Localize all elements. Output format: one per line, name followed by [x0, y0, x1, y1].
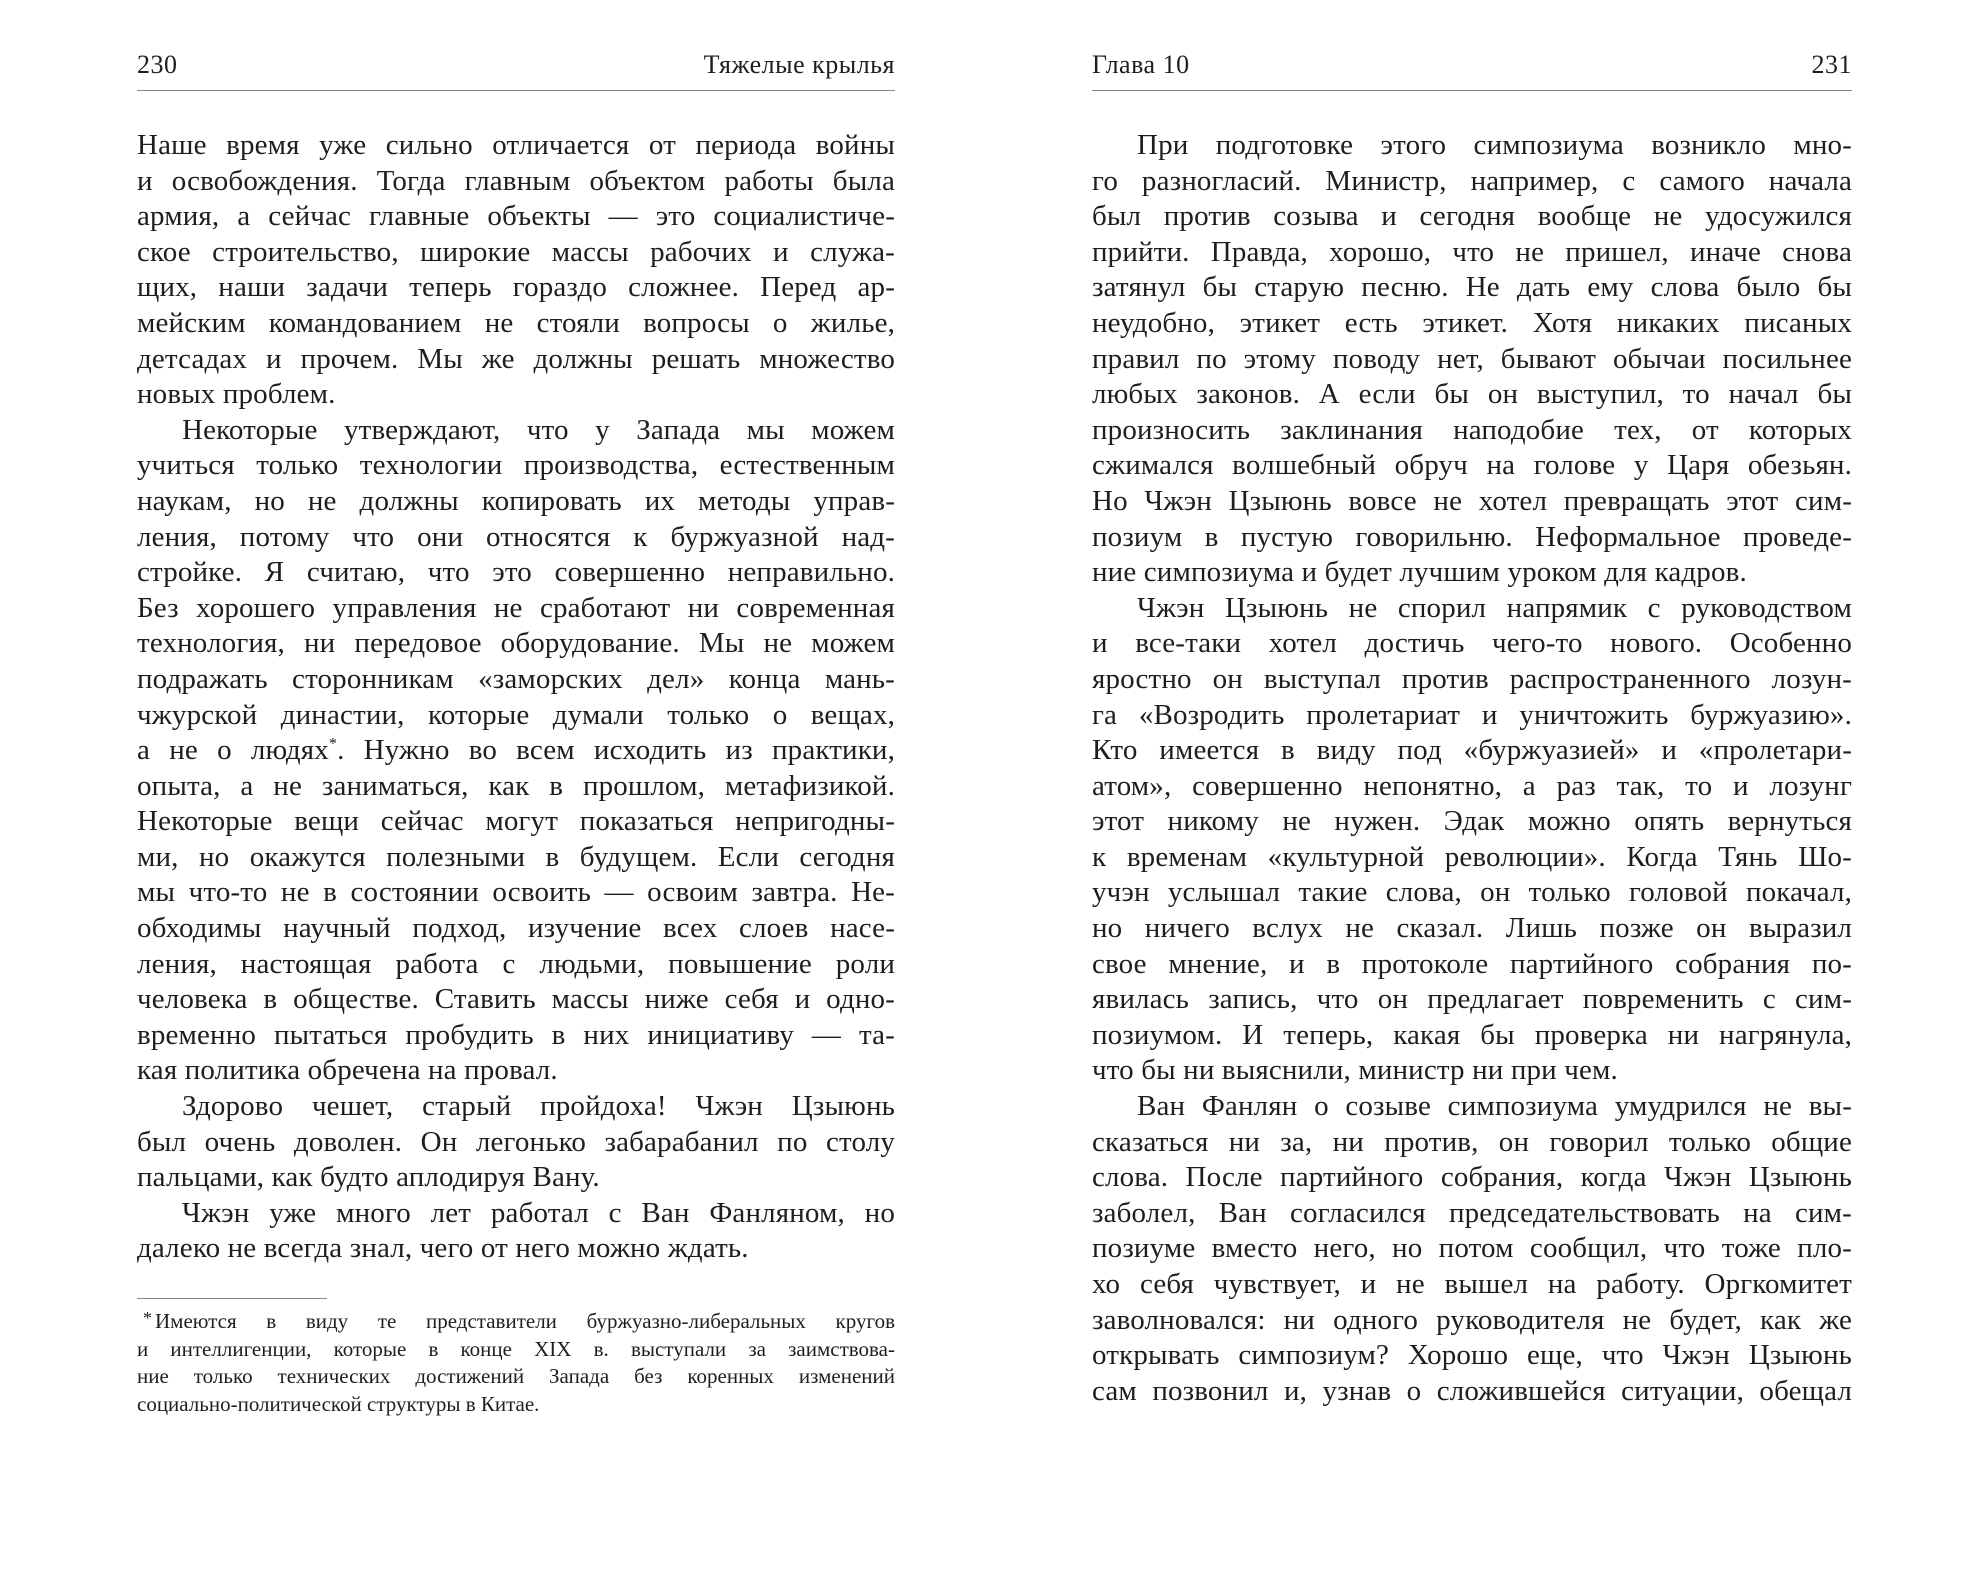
- text-line: чжурской династии, которые думали только о вещах,: [137, 698, 895, 731]
- text-line: явилась запись, что он предлагает повременить с сим-: [1092, 983, 1852, 1016]
- right-running-head: [1092, 50, 1852, 90]
- text-line: учэн услышал такие слова, он только головой покачал,: [1092, 876, 1852, 909]
- text-line: сжимался волшебный обруч на голове у Царя обезьян.: [1092, 449, 1852, 482]
- text-line: заболел, Ван согласился председательствовать на сим-: [1092, 1196, 1852, 1229]
- text-line: этот никому не нужен. Эдак можно опять вернуться: [1092, 805, 1852, 838]
- right-body-text: [1092, 128, 1852, 1409]
- text-line: и освобождения. Тогда главным объектом работы была: [137, 164, 895, 197]
- text-line: стройке. Я считаю, что это совершенно неправильно.: [137, 556, 895, 589]
- footnote-line: и интеллигенции, которые в конце XIX в. выступали за заимствова-: [137, 1336, 895, 1361]
- text-line: затянул бы старую песню. Не дать ему слова было бы: [1092, 271, 1852, 304]
- text-line: При подготовке этого симпозиума возникло мно-: [1137, 129, 1852, 161]
- left-running-head: [137, 50, 895, 90]
- line-start: а не о людях: [137, 734, 329, 767]
- text-line: пальцами, как будто аплодируя Вану.: [137, 1161, 600, 1194]
- text-line: Но Чжэн Цзыюнь вовсе не хотел превращать этот сим-: [1092, 484, 1852, 517]
- text-line: мы что-то не в состоянии освоить — освоим завтра. Не-: [137, 876, 895, 909]
- text-line: позиуме вместо него, но потом сообщил, что тоже пло-: [1092, 1232, 1852, 1265]
- text-line: детсадах и прочем. Мы же должны решать множество: [137, 342, 895, 375]
- footnote-line: социально-политической структуры в Китае.: [137, 1391, 540, 1416]
- text-line: сам позвонил и, узнав о сложившейся ситуации, обещал: [1092, 1374, 1852, 1407]
- text-line: к временам «культурной революции». Когда Тянь Шо-: [1092, 840, 1852, 873]
- footnote: [137, 1308, 895, 1418]
- text-line: Чжэн уже много лет работал с Ван Фанляном, но: [182, 1196, 895, 1229]
- text-line: и все-таки хотел достичь чего-то нового. Особенно: [1092, 627, 1852, 660]
- text-line: заволновался: ни одного руководителя не будет, как же: [1092, 1303, 1852, 1336]
- text-line: что бы ни выяснили, министр ни при чем.: [1092, 1054, 1618, 1087]
- footnote-rule: [137, 1298, 327, 1299]
- text-line: прийти. Правда, хорошо, что не пришел, иначе снова: [1092, 235, 1852, 268]
- line-end: . Нужно во всем исходить из практики,: [337, 734, 896, 767]
- footnote-line: Имеются в виду те представители буржуазно-либеральных кругов: [155, 1309, 895, 1333]
- right-header-rule: [1092, 90, 1852, 91]
- text-line: произносить заклинания наподобие тех, от которых: [1092, 413, 1852, 446]
- text-line: любых законов. А если бы он выступил, то начал бы: [1092, 378, 1852, 411]
- text-line: но ничего вслух не сказал. Лишь позже он выразил: [1092, 912, 1852, 945]
- text-line: ми, но окажутся полезными в будущем. Если сегодня: [137, 840, 895, 873]
- text-line: позиумом. И теперь, какая бы проверка ни нагрянула,: [1092, 1018, 1852, 1051]
- text-line: Ван Фанлян о созыве симпозиума умудрился не вы-: [1137, 1090, 1852, 1123]
- right-page-number: 231: [1811, 50, 1852, 79]
- text-line: га «Возродить пролетариат и уничтожить буржуазию».: [1092, 698, 1852, 731]
- left-header-rule: [137, 90, 895, 91]
- text-line: свое мнение, и в протоколе партийного собрания по-: [1092, 947, 1852, 980]
- text-line: Чжэн Цзыюнь не спорил напрямик с руководством: [1137, 591, 1852, 624]
- text-line: подражать сторонникам «заморских дел» конца мань-: [137, 662, 895, 695]
- text-line: слова. После партийного собрания, когда Чжэн Цзыюнь: [1092, 1161, 1852, 1194]
- text-line: учиться только технологии производства, естественным: [137, 449, 895, 482]
- text-line: го разногласий. Министр, например, с самого начала: [1092, 164, 1852, 197]
- text-line-with-footnote-ref: [137, 733, 895, 769]
- text-line: ления, настоящая работа с людьми, повышение роли: [137, 947, 895, 980]
- text-line: правил по этому поводу нет, бывают обычаи посильнее: [1092, 342, 1852, 375]
- text-line: кая политика обречена на провал.: [137, 1054, 558, 1087]
- text-line: Некоторые вещи сейчас могут показаться непригодны-: [137, 805, 895, 838]
- text-line: был очень доволен. Он легонько забарабанил по столу: [137, 1125, 895, 1158]
- text-line: Некоторые утверждают, что у Запада мы можем: [182, 413, 895, 446]
- text-line: армия, а сейчас главные объекты — это социалистиче-: [137, 200, 895, 233]
- text-line: Наше время уже сильно отличается от периода войны: [137, 129, 895, 161]
- left-page: [137, 0, 895, 1569]
- left-body-text: [137, 128, 895, 1267]
- text-line: Кто имеется в виду под «буржуазией» и «пролетари-: [1092, 734, 1852, 767]
- text-line: временно пытаться пробудить в них инициативу — та-: [137, 1018, 895, 1051]
- text-line: технология, ни передовое оборудование. Мы не можем: [137, 627, 895, 660]
- right-running-title: Глава 10: [1092, 50, 1190, 79]
- text-line: новых проблем.: [137, 378, 336, 411]
- text-line: был против созыва и сегодня вообще не удосужился: [1092, 200, 1852, 233]
- text-line: далеко не всегда знал, чего от него можно ждать.: [137, 1232, 749, 1265]
- footnote-ref-mark: *: [328, 735, 338, 753]
- footnote-line: ние только технических достижений Запада без коренных изменений: [137, 1364, 895, 1388]
- left-running-title: Тяжелые крылья: [703, 50, 895, 79]
- text-line: неудобно, этикет есть этикет. Хотя никаких писаных: [1092, 306, 1852, 339]
- text-line: обходимы научный подход, изучение всех слоев насе-: [137, 912, 895, 945]
- right-page: [1092, 0, 1852, 1569]
- text-line: ления, потому что они относятся к буржуазной над-: [137, 520, 895, 553]
- text-line: Здорово чешет, старый пройдоха! Чжэн Цзыюнь: [182, 1090, 895, 1123]
- text-line: яростно он выступал против распространенного лозун-: [1092, 662, 1852, 695]
- text-line: щих, наши задачи теперь гораздо сложнее. Перед ар-: [137, 271, 895, 304]
- text-line: открывать симпозиум? Хорошо еще, что Чжэн Цзыюнь: [1092, 1339, 1852, 1372]
- text-line: ское строительство, широкие массы рабочих и служа-: [137, 235, 895, 268]
- text-line: человека в обществе. Ставить массы ниже себя и одно-: [137, 983, 895, 1016]
- text-line: мейским командованием не стояли вопросы о жилье,: [137, 306, 895, 339]
- text-line: хо себя чувствует, и не вышел на работу. Оргкомитет: [1092, 1268, 1852, 1300]
- text-line: опыта, а не заниматься, как в прошлом, метафизикой.: [137, 769, 895, 802]
- footnote-mark: *: [143, 1308, 152, 1328]
- left-page-number: 230: [137, 50, 178, 79]
- text-line: Без хорошего управления не сработают ни современная: [137, 591, 895, 624]
- text-line: наукам, но не должны копировать их методы управ-: [137, 484, 895, 517]
- text-line: ние симпозиума и будет лучшим уроком для кадров.: [1092, 556, 1747, 589]
- text-line: атом», совершенно непонятно, а раз так, то и лозунг: [1092, 769, 1852, 802]
- text-line: сказаться ни за, ни против, он говорил только общие: [1092, 1125, 1852, 1158]
- text-line: позиум в пустую говорильню. Неформальное проведе-: [1092, 520, 1852, 553]
